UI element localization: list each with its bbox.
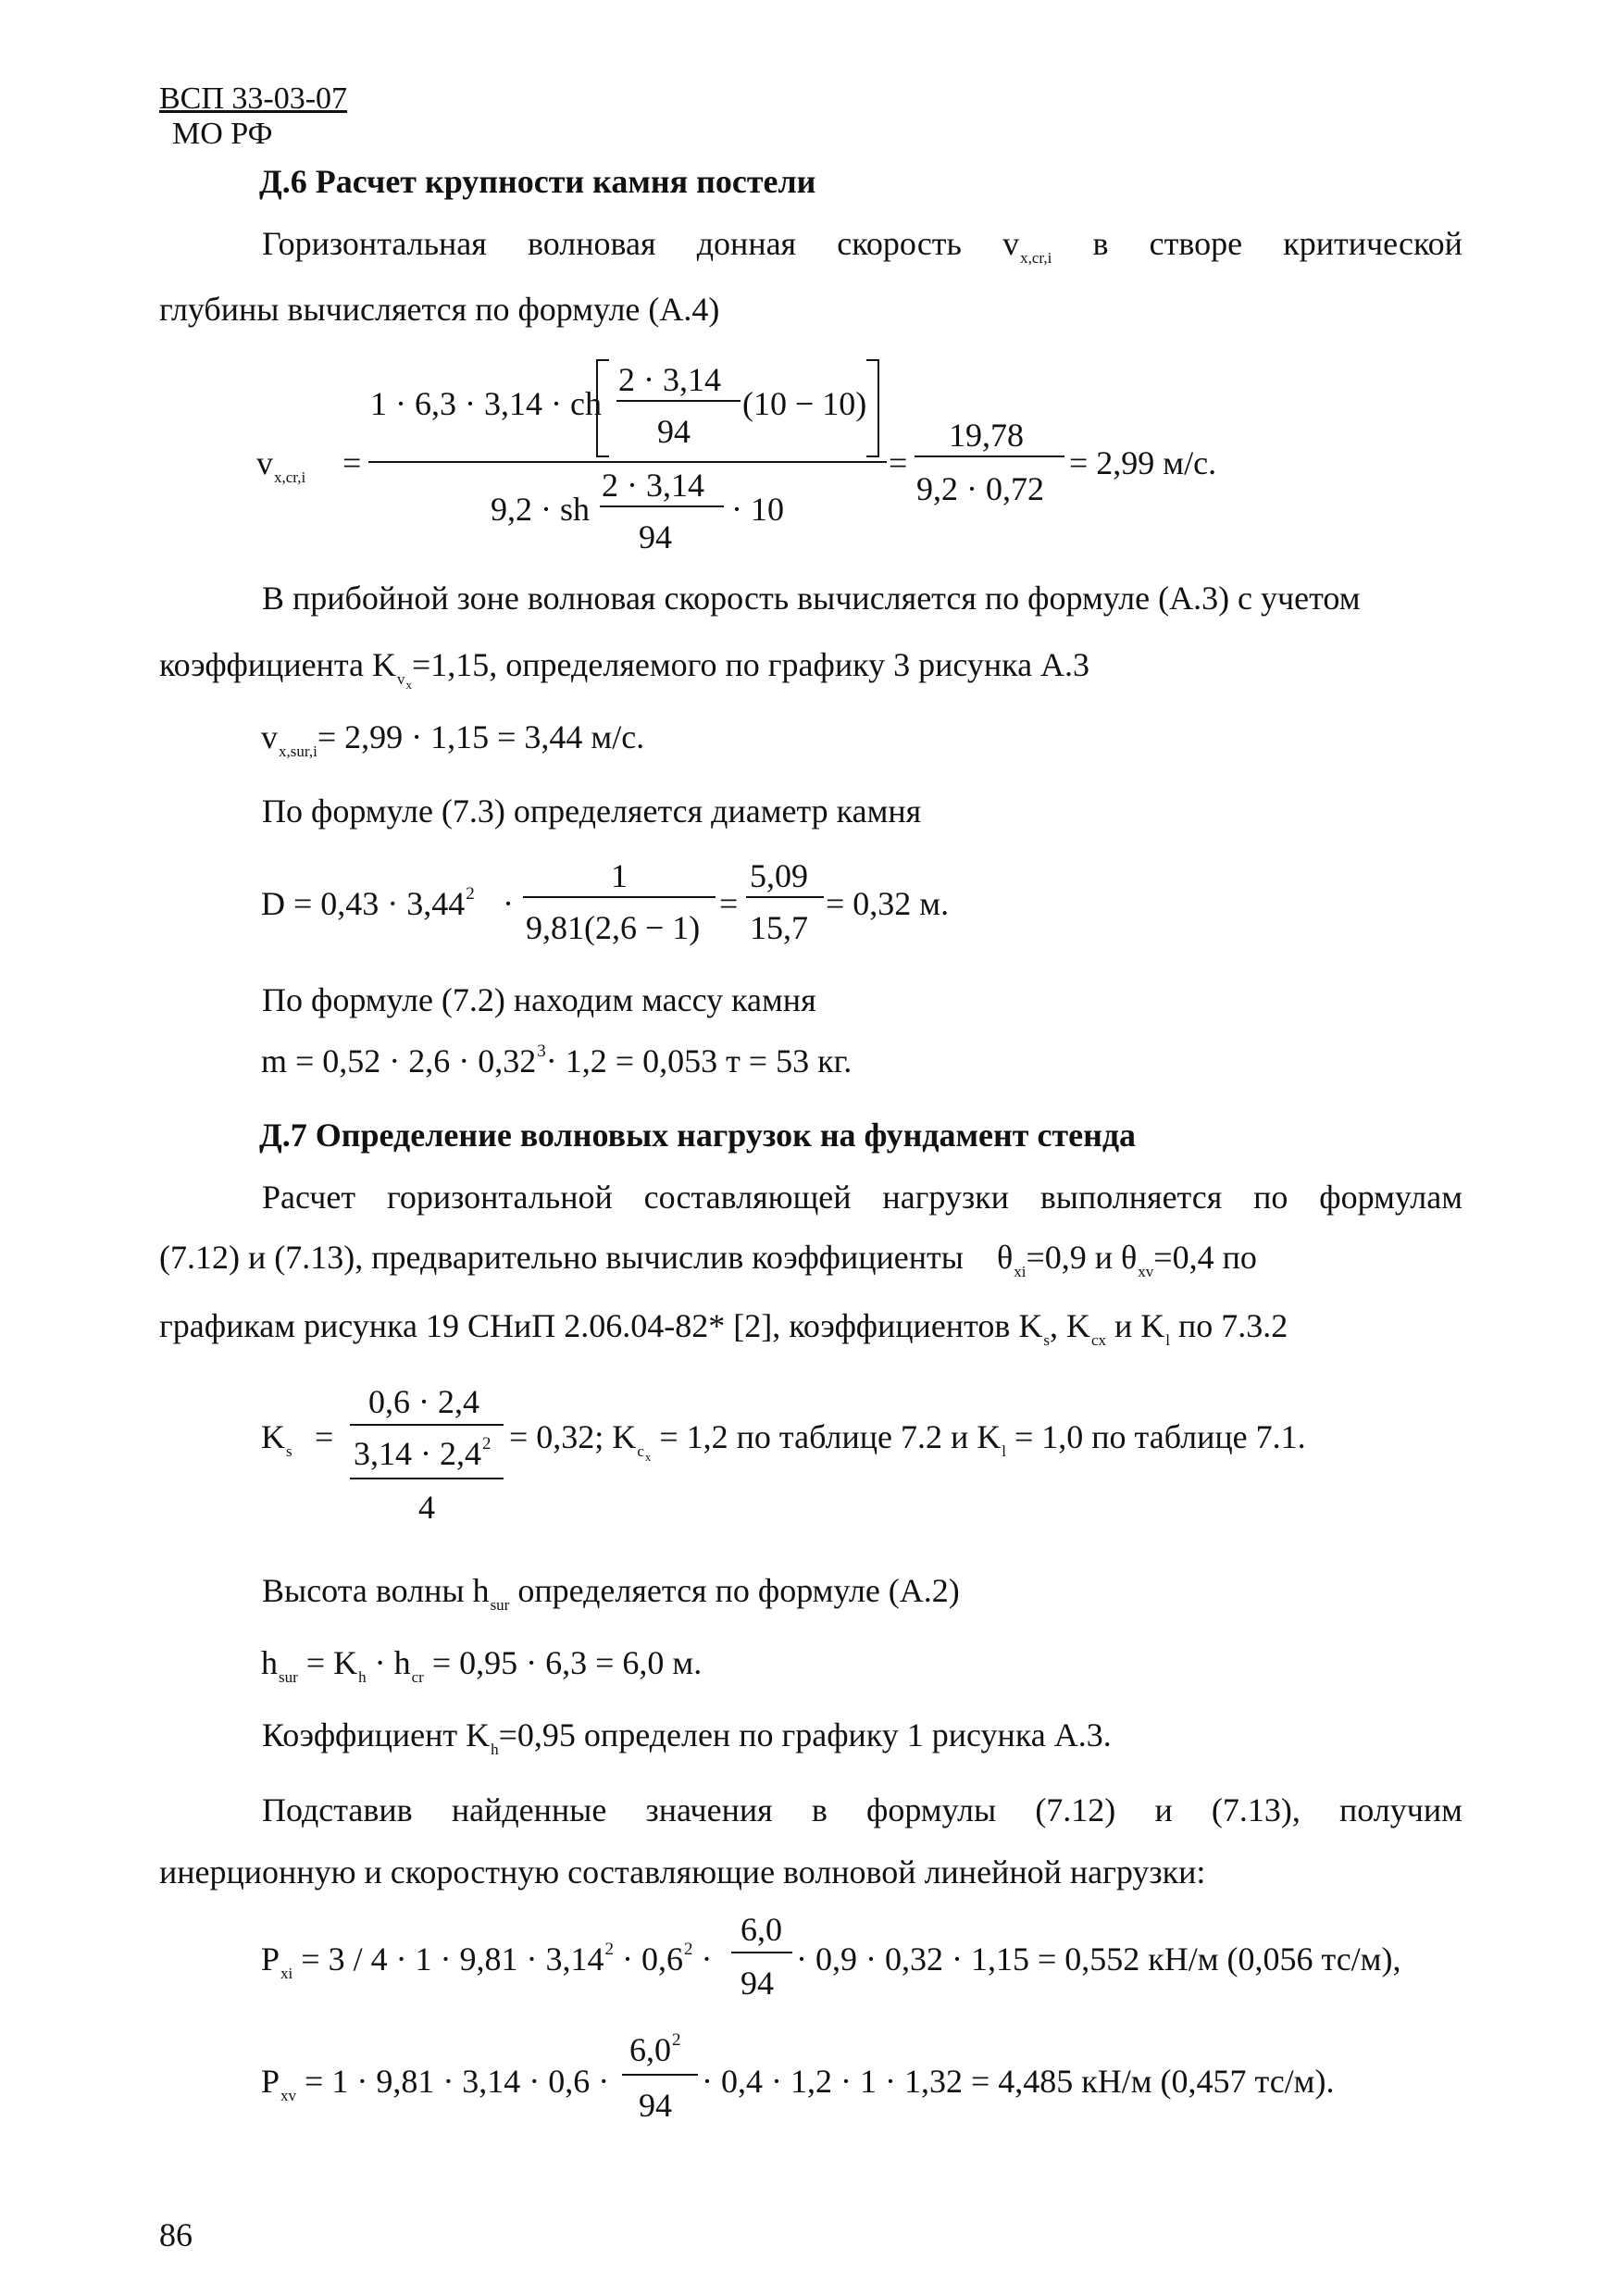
fraction-bar — [523, 896, 716, 898]
paragraph-10-line-2: инерционную и скоростную составляющие волновой линейной нагрузки: — [159, 1853, 1206, 1890]
page-number: 86 — [159, 2216, 193, 2253]
formula-3-result: = 0,32 м. — [826, 885, 950, 922]
paragraph-2-line-2: коэффициента $K_{vx}=1,15$, определяемого по графику 3 рисунка А.3 — [159, 646, 1090, 692]
formula-5-lhs: $K_s$ — [261, 1418, 292, 1460]
formula-1-frac2-top: 19,78 — [949, 417, 1024, 454]
formula-1-lhs: $v_{x,cr,i}$ — [256, 444, 306, 486]
formula-1-den-b: · 10 — [731, 491, 784, 528]
word: Расчет — [262, 1179, 356, 1216]
section-title-d6: Д.6 Расчет крупности камня постели — [259, 163, 816, 200]
word: (7.12) — [1035, 1791, 1116, 1828]
word: Горизонтальная — [262, 225, 487, 262]
word: найденные — [451, 1791, 607, 1828]
word: волновая — [528, 225, 656, 262]
formula-8-frac-bot: 94 — [639, 2087, 672, 2124]
paragraph-5-line-1 — [262, 1178, 1462, 1217]
word: Подставив — [262, 1791, 413, 1828]
word: получим — [1339, 1791, 1462, 1828]
formula-3-frac2-top: 5,09 — [750, 857, 808, 894]
paragraph-9: Коэффициент $K_h=0,95$ определен по графику 1 рисунка А.3. — [262, 1716, 1112, 1758]
formula-1-num-b: (10 − 10) — [742, 385, 867, 422]
formula-3-frac1-bot: 9,81(2,6 − 1) — [526, 909, 701, 946]
word: донная — [696, 225, 797, 262]
word: составляющей — [643, 1179, 852, 1216]
formula-7-frac-bot: 94 — [741, 1965, 774, 2002]
word: формулам — [1319, 1179, 1462, 1216]
formula-2: $v_{x,sur,i}= 2,99 \cdot 1,15 = 3,44$ м/с. — [261, 718, 645, 760]
paragraph-5-line-2: (7.12) и (7.13), предварительно вычислив коэффициенты $\theta_{xi}=0,9$ и $\theta_{xv}=0,4$ по — [159, 1239, 1257, 1280]
formula-1-num-a: 1 · 6,3 · 3,14 · ch — [370, 385, 602, 422]
word: выполняется — [1039, 1179, 1223, 1216]
paragraph-8: Высота волны $h_{sur}$ определяется по формуле (А.2) — [262, 1572, 960, 1614]
formula-1-eq: = — [342, 444, 362, 481]
formula-4: $m = 0,52 \cdot 2,6 \cdot 0,32^3\cdot 1,2 = 0,053$ т = 53 кг. — [261, 1042, 853, 1079]
formula-1-den-frac-top: 2 · 3,14 — [602, 467, 704, 504]
formula-8-b: · 0,4 · 1,2 · 1 · 1,32 = 4,485 кН/м (0,457 тс/м). — [702, 2063, 1335, 2100]
word: значения — [645, 1791, 773, 1828]
formula-3-b: · — [503, 885, 514, 922]
formula-7-frac-top: 6,0 — [741, 1911, 782, 1948]
formula-1-den-a: 9,2 · sh — [491, 491, 590, 528]
paragraph-3: По формуле (7.3) определяется диаметр камня — [262, 792, 922, 830]
word: по — [1253, 1179, 1288, 1216]
fraction-bar — [350, 1478, 504, 1479]
formula-5-mid: $3,14 \cdot 2,4^2$ — [354, 1434, 492, 1472]
fraction-bar — [350, 1424, 504, 1426]
formula-5-eq: = — [315, 1418, 334, 1455]
formula-3-frac2-bot: 15,7 — [750, 909, 808, 946]
word: скорость — [837, 225, 962, 262]
formula-5-top: 0,6 · 2,4 — [368, 1383, 479, 1420]
fraction-bar — [368, 461, 887, 463]
formula-8-a: $P_{xv} = 1 \cdot 9,81 \cdot 3,14 \cdot 0,6$ · — [261, 2063, 610, 2104]
paragraph-4: По формуле (7.2) находим массу камня — [262, 981, 816, 1018]
word: горизонтальной — [386, 1179, 613, 1216]
fraction-bar — [616, 400, 741, 402]
fraction-bar — [746, 896, 824, 898]
right-bracket — [866, 359, 879, 457]
formula-3-a: $D = 0,43 \cdot 3,44^2$ — [261, 884, 475, 922]
formula-6: $h_{sur} = K_h \cdot h_{cr} = 0,95 \cdot 6,3 = 6,0$ м. — [261, 1644, 703, 1686]
word: формулы — [866, 1791, 997, 1828]
paragraph-1-line-1 — [262, 224, 1462, 267]
formula-1-num-frac-top: 2 · 3,14 — [618, 361, 721, 398]
left-bracket — [596, 359, 609, 457]
paragraph-5-line-3: графикам рисунка 19 СНиП 2.06.04-82* [2], коэффициентов $K_s$, $K_{cx}$ и $K_l$ по 7.3.2 — [159, 1307, 1288, 1349]
formula-5-bot: 4 — [418, 1489, 435, 1526]
organization: МО РФ — [172, 117, 273, 151]
fraction-bar — [600, 505, 724, 507]
word: критической — [1283, 225, 1462, 262]
word: в — [1092, 225, 1109, 262]
fraction-bar — [622, 2074, 698, 2076]
paragraph-2-line-1: В прибойной зоне волновая скорость вычисляется по формуле (А.3) с учетом — [262, 580, 1361, 617]
formula-1-den-frac-bot: 94 — [639, 518, 672, 555]
formula-7-a: $P_{xi} = 3 / 4 \cdot 1 \cdot 9,81 \cdot 3,14^2 \cdot 0,6^2$ · — [261, 1940, 713, 1982]
formula-8-frac-top: $6,0^2$ — [629, 2030, 681, 2068]
formula-1-frac2-bot: 9,2 · 0,72 — [916, 470, 1044, 507]
formula-1-result: = 2,99 м/с. — [1069, 444, 1217, 481]
formula-3-eq: = — [719, 885, 739, 922]
word: (7.13), — [1211, 1791, 1301, 1828]
formula-1-eq2: = — [889, 444, 908, 481]
formula-3-frac1-top: 1 — [611, 857, 628, 894]
word: и — [1154, 1791, 1173, 1828]
formula-1-num-frac-bot: 94 — [657, 413, 691, 450]
document-code: ВСП 33-03-07 — [159, 81, 348, 116]
formula-7-b: · 0,9 · 0,32 · 1,15 = 0,552 кН/м (0,056 тс/м), — [796, 1940, 1401, 1978]
fraction-bar — [915, 455, 1064, 457]
word: в — [811, 1791, 828, 1828]
fraction-bar — [731, 1952, 792, 1953]
section-title-d7: Д.7 Определение волновых нагрузок на фундамент стенда — [259, 1117, 1137, 1154]
formula-5-rest: = 0,32; $K_{cx} = 1,2$ по таблице 7.2 и $K_l = 1,0$ по таблице 7.1. — [509, 1418, 1306, 1464]
word: нагрузки — [882, 1179, 1009, 1216]
paragraph-10-line-1 — [262, 1791, 1462, 1829]
word: створе — [1149, 225, 1243, 262]
velocity-symbol: $v_{x,cr,i}$ — [1002, 225, 1052, 267]
paragraph-1-line-2: глубины вычисляется по формуле (А.4) — [159, 291, 720, 328]
